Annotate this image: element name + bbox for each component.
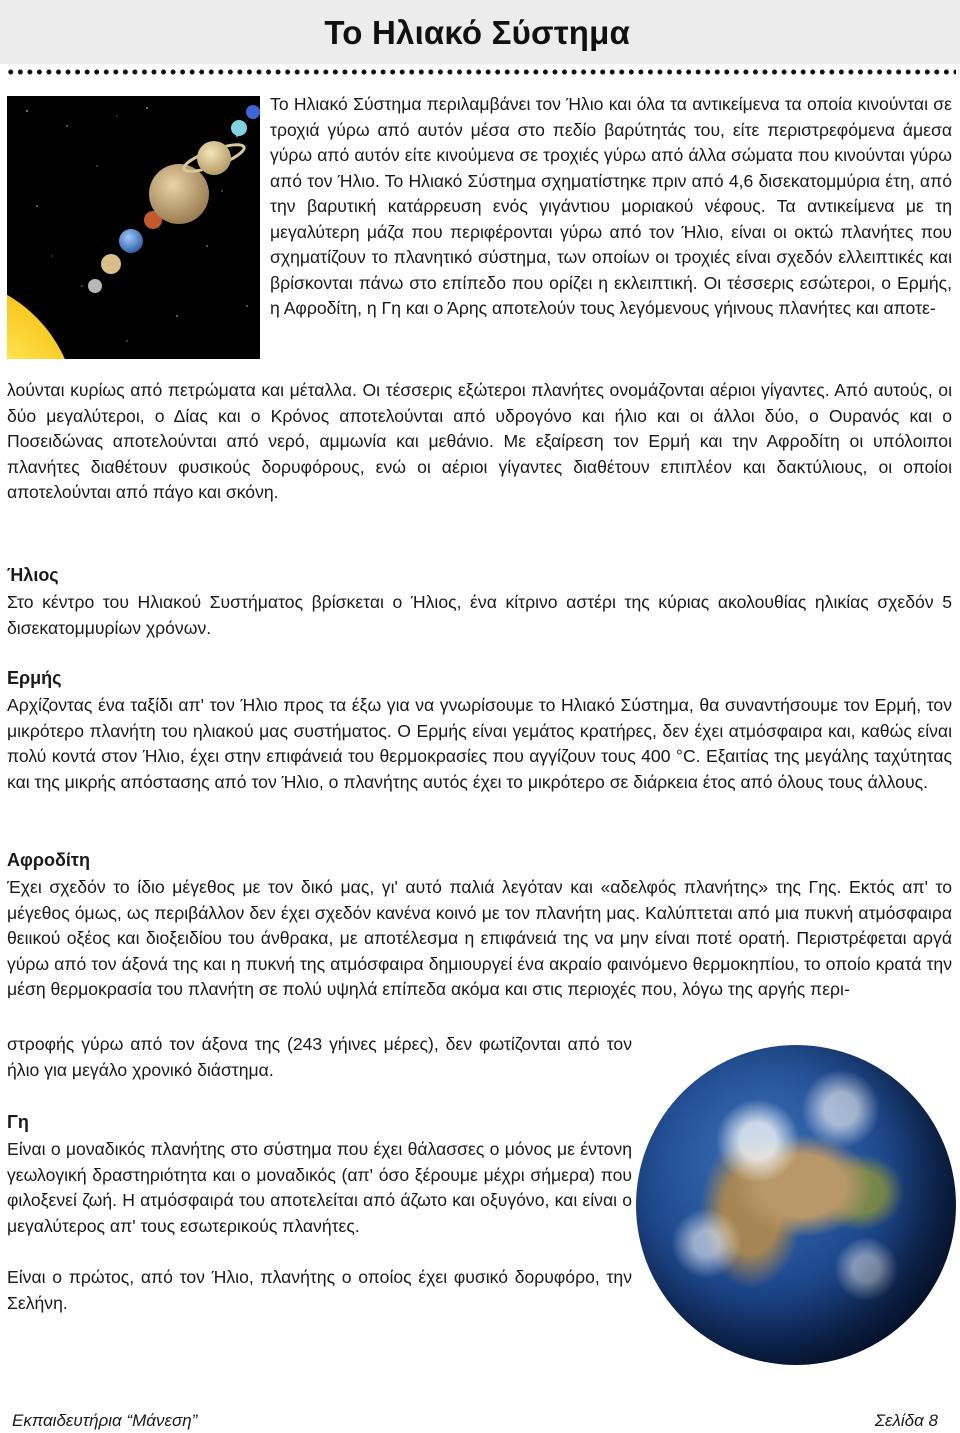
dotted-divider [6, 68, 956, 76]
section-text-earth-moon: Είναι ο πρώτος, από τον Ήλιο, πλανήτης ο οποίος έχει φυσικό δορυφόρο, την Σελήνη. [7, 1267, 632, 1313]
section-heading-earth: Γη [7, 1112, 29, 1132]
section-heading-venus: Αφροδίτη [7, 850, 90, 870]
footer-school-name: Εκπαιδευτήρια “Μάνεση” [12, 1411, 198, 1430]
solar-system-image [7, 96, 260, 359]
footer-page-number: Σελίδα 8 [874, 1411, 938, 1430]
section-text-sun: Στο κέντρο του Ηλιακού Συστήματος βρίσκεται ο Ήλιος, ένα κίτρινο αστέρι της κύριας ακολουθίας ηλικίας σχεδόν 5 δισεκατομμυρίων χρόνων. [7, 592, 952, 638]
solar-system-illustration [7, 96, 260, 359]
page-header [0, 0, 960, 64]
section-text-mercury: Αρχίζοντας ένα ταξίδι απ' τον Ήλιο προς τα έξω για να γνωρίσουμε το Ηλιακό Σύστημα, θα συναντήσουμε τον Ερμή, τον μικρότερο πλανήτη του ηλιακού μας συστήματος. Ο Ερμής είναι γεμάτος κρατήρες, δεν έχει ατμόσφαιρα και, καθώς είναι πολύ κοντά στον Ήλιο, έχει στην επιφάνειά του θερμοκρασίες που αγγίζουν τους 400 °C. Εξαιτίας της μεγάλης ταχύτητας και της μικρής απόστασης από τον Ήλιο, ο πλανήτης αυτός έχει το μικρότερο σε διάρκεια έτος από όλους τους άλλους. [7, 695, 952, 792]
intro-paragraph-wrapped: Το Ηλιακό Σύστημα περιλαμβάνει τον Ήλιο και όλα τα αντικείμενα τα οποία κινούνται σε τροχιά γύρω από αυτόν μέσα στο πεδίο βαρύτητάς του, είτε περιστρεφόμενα άμεσα γύρω από αυτόν είτε κινούμενα σε τροχιές γύρω από άλλα σώματα που κινούνται γύρω από τον Ήλιο. Το Ηλιακό Σύστημα σχηματίστηκε πριν από 4,6 δισεκατομμύρια έτη, από την βαρυτική κατάρρευση ενός γιγάντιου μοριακού νέφους. Τα αντικείμενα με τη μεγαλύτερη μάζα που περιφέρονται γύρω από τον Ήλιο, είναι οι οκτώ πλανήτες που σχηματίζουν το πλανητικό σύστημα, των οποίων οι τροχιές είναι σχεδόν ελλειπτικές και βρίσκονται πάνω στο επίπεδο που ορίζει η εκλειπτική. Οι τέσσερις εσώτεροι, ο Ερμής, η Αφροδίτη, η Γη και ο Άρης αποτελούν τους λεγόμενους γήινους πλανήτες και αποτε- [270, 94, 952, 318]
section-text-venus: Έχει σχεδόν το ίδιο μέγεθος με τον δικό μας, γι' αυτό παλιά λεγόταν και «αδελφός πλανήτης» της Γης. Εκτός απ' το μέγεθος όμως, ως περιβάλλον δεν έχει σχεδόν κανένα κοινό με τον πλανήτη μας. Καλύπτεται από μια πυκνή ατμόσφαιρα θειικού οξέος και διοξειδίου του άνθρακα, με αποτέλεσμα η επιφάνειά της να μην είναι ποτέ ορατή. Περιστρέφεται αργά γύρω από τον άξονά της και η πυκνή της ατμόσφαιρα δημιουργεί ένα ακραίο φαινόμενο θερμοκηπίου, το οποίο κρατά την μέση θερμοκρασία του πλανήτη σε πολύ υψηλά επίπεδα ακόμα και στις περιοχές που, λόγω της αργής περι- [7, 877, 952, 999]
page-title: Το Ηλιακό Σύστημα [324, 14, 630, 51]
section-text-venus-continued: στροφής γύρω από τον άξονα της (243 γήινες μέρες), δεν φωτίζονται από τον ήλιο για μεγάλο χρονικό διάστημα. [7, 1034, 632, 1080]
section-heading-sun: Ήλιος [7, 565, 59, 585]
section-heading-mercury: Ερμής [7, 668, 62, 688]
section-text-earth: Είναι ο μοναδικός πλανήτης στο σύστημα που έχει θάλασσες ο μόνος με έντονη γεωλογική δραστηριότητα και ο μοναδικός (απ' όσο ξέρουμε μέχρι σήμερα) που φιλοξενεί ζωή. Η ατμόσφαιρά του αποτελείται από άζωτο και οξυγόνο, και είναι ο μεγαλύτερος απ' τους εσωτερικούς πλανήτες. [7, 1139, 632, 1236]
intro-paragraph-full: λούνται κυρίως από πετρώματα και μέταλλα. Οι τέσσερις εξώτεροι πλανήτες ονομάζονται αέριοι γίγαντες. Από αυτούς, οι δύο μεγαλύτεροι, ο Δίας και ο Κρόνος αποτελούνται από υδρογόνο και ήλιο και οι άλλοι δύο, ο Ουρανός και ο Ποσειδώνας αποτελούνται από νερό, αμμωνία και μεθάνιο. Με εξαίρεση τον Ερμή και την Αφροδίτη οι υπόλοιποι πλανήτες διαθέτουν φυσικούς δορυφόρους, ενώ οι αέριοι γίγαντες διαθέτουν επιπλέον και δακτύλιους, οι οποίοι αποτελούνται από πάγο και σκόνη. [7, 380, 952, 502]
earth-image [636, 1045, 956, 1365]
